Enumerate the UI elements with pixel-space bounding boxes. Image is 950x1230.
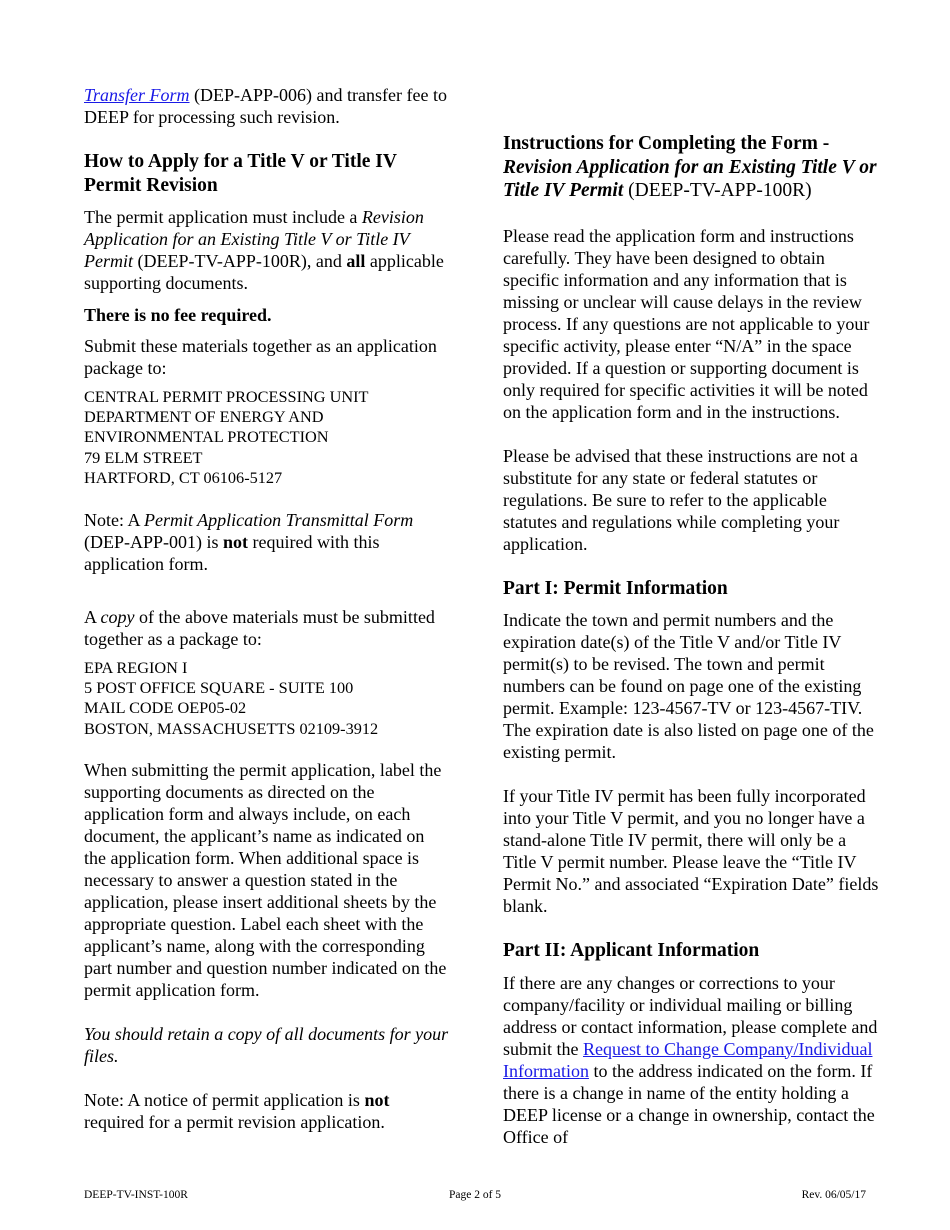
central-permit-address: CENTRAL PERMIT PROCESSING UNIT DEPARTMENT OF ENERGY AND ENVIRONMENTAL PROTECTION 79 ELM STREET HARTFORD, CT 06106-5127: [84, 387, 369, 487]
part1-heading: Part I: Permit Information: [503, 577, 728, 599]
instructions-heading: Instructions for Completing the Form - Revision Application for an Existing Title V or Title IV Permit (DEEP-TV-APP-100R): [503, 133, 877, 201]
no-fee-text: There is no fee required.: [84, 305, 272, 325]
submit-intro: Submit these materials together as an application package to:: [84, 336, 437, 378]
request-to-change-link[interactable]: Request to Change Company/Individual Information: [503, 1038, 873, 1081]
part1-paragraph-2: If your Title IV permit has been fully incorporated into your Title V permit, and you no longer have a stand-alone Title IV permit, there will only be a Title V permit number. Please leave the “Title IV Permit No.” and associated “Expiration Date” fields blank.: [503, 786, 879, 916]
intro-paragraph: Transfer Form (DEP-APP-006) and transfer fee to DEEP for processing such revision.: [84, 85, 447, 127]
footer-revision-date: Rev. 06/05/17: [801, 1189, 866, 1201]
retain-copy-text: You should retain a copy of all documents for your files.: [84, 1023, 449, 1066]
transfer-form-link[interactable]: Transfer Form: [84, 85, 190, 105]
advised-paragraph: Please be advised that these instructions are not a substitute for any state or federal statutes or regulations. Be sure to refer to the applicable statutes and regulations while completing your application.: [503, 445, 858, 554]
read-instructions-paragraph: Please read the application form and instructions carefully. They have been designed to obtain specific information and any information that is missing or unclear will cause delays in the review process. If any questions are not applicable to your specific activity, please enter “N/A” in the space provided. If a question or supporting document is only required for specific activities it will be noted on the application form and in the instructions.: [503, 225, 870, 422]
copy-paragraph: A copy of the above materials must be submitted together as a package to:: [84, 607, 435, 650]
labeling-paragraph: When submitting the permit application, label the supporting documents as directed on the application form and always include, on each document, the applicant’s name as indicated on the application form. When additional space is necessary to answer a question stated in the application, please insert additional sheets by the appropriate question. Label each sheet with the applicant’s name, along with the corresponding part number and question number indicated on the permit application form.: [84, 759, 447, 1000]
footer-page-number: Page 2 of 5: [448, 1189, 502, 1201]
transmittal-note: Note: A Permit Application Transmittal Form (DEP-APP-001) is not required with this application form.: [84, 510, 414, 575]
must-include-paragraph: The permit application must include a Revision Application for an Existing Title V or Title IV Permit (DEEP-TV-APP-100R), and all applicable supporting documents.: [84, 207, 444, 293]
how-to-apply-heading: How to Apply for a Title V or Title IV Permit Revision: [84, 151, 397, 196]
left-column: [84, 84, 450, 1133]
footer-form-id: DEEP-TV-INST-100R: [84, 1189, 188, 1201]
part2-heading: Part II: Applicant Information: [503, 940, 760, 961]
epa-address: EPA REGION I 5 POST OFFICE SQUARE - SUITE 100 MAIL CODE OEP05-02 BOSTON, MASSACHUSETTS 02109-3912: [84, 658, 379, 738]
part1-paragraph: Indicate the town and permit numbers and the expiration date(s) of the Title V and/or Title IV permit(s) to be revised. The town and permit numbers can be found on page one of the existing permit. Example: 123-4567-TV or 123-4567-TIV. The expiration date is also listed on page one of the existing permit.: [503, 610, 874, 762]
right-column: [503, 132, 883, 1148]
notice-note: Note: A notice of permit application is not required for a permit revision application.: [84, 1089, 390, 1132]
part2-paragraph: If there are any changes or corrections to your company/facility or individual mailing or billing address or contact information, please complete and submit the Request to Change Company/Individual Information to the address indicated on the form. If there is a change in name of the entity holding a DEEP license or a change in ownership, contact the Office of: [503, 972, 878, 1147]
